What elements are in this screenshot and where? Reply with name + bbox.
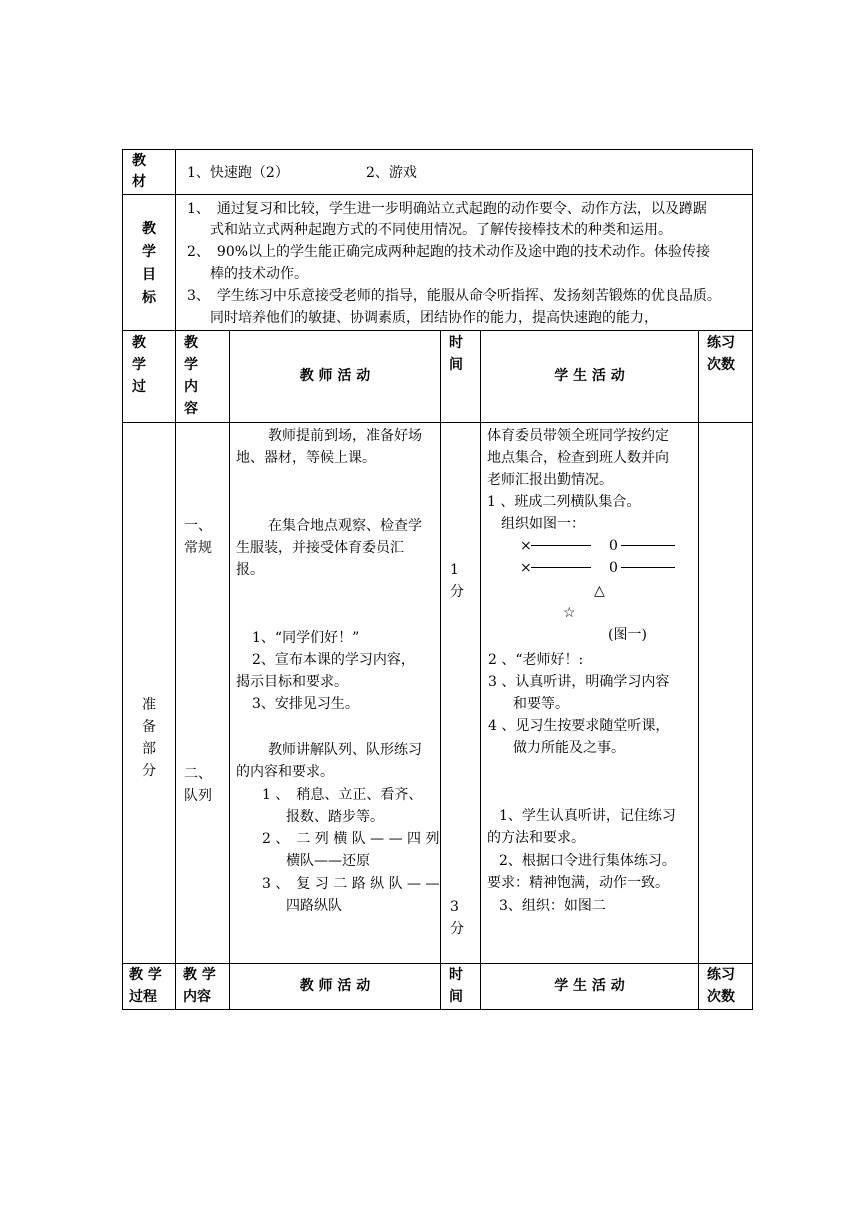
material-label-1: 教	[132, 153, 146, 169]
header-time-1: 时	[449, 335, 463, 351]
header-count-1: 练习	[707, 335, 735, 351]
body-process-cell	[122, 422, 176, 964]
goals-label-1: 教	[142, 221, 156, 237]
student-line-15: 要求：精神饱满，动作一致。	[487, 875, 669, 891]
formation-line-2a	[531, 567, 591, 568]
goal-line-3: 2、 90%以上的学生能正确完成两种起跑的技术动作及途中跑的技术动作。体验传接	[187, 244, 711, 260]
footer-time-1: 时	[449, 967, 463, 983]
teacher-line-7: 2、宣布本课的学习内容，	[252, 652, 415, 668]
content-item-2b: 队列	[184, 788, 212, 804]
formation-line-2b	[621, 567, 675, 568]
student-line-4: 1 、班成二列横队集合。	[487, 494, 641, 510]
goal-line-6: 同时培养他们的敏捷、协调素质，团结协作的能力，提高快速跑的能力，	[210, 310, 658, 326]
goal-line-2: 式和站立式两种起跑方式的不同使用情况。了解传接棒技术的种类和运用。	[210, 222, 672, 238]
teacher-line-12: 1 、 稍息、立正、看齐、	[262, 787, 423, 803]
header-process-2: 学	[132, 357, 146, 373]
header-content-1: 教	[184, 335, 198, 351]
content-item-1a: 一、	[184, 518, 212, 534]
teacher-line-9: 3、安排见习生。	[252, 696, 359, 712]
teacher-line-15: 横队——还原	[286, 853, 370, 869]
student-line-5: 组织如图一：	[501, 516, 585, 532]
student-line-8: 3 、认真听讲，明确学习内容	[488, 674, 670, 690]
part-label-2: 备	[142, 719, 156, 735]
material-item-1: 1、快速跑（2）	[187, 165, 289, 181]
goal-line-4: 棒的技术动作。	[210, 266, 308, 282]
material-label-cell	[122, 149, 176, 195]
part-label-4: 分	[142, 763, 156, 779]
star-icon: ☆	[563, 605, 576, 621]
part-label-3: 部	[142, 741, 156, 757]
teacher-line-10: 教师讲解队列、队形练习	[268, 742, 422, 758]
goal-line-5: 3、 学生练习中乐意接受老师的指导，能服从命令听指挥、发扬刻苦锻炼的优良品质。	[187, 288, 721, 304]
teacher-line-14: 2 、 二 列 横 队 — — 四 列	[262, 831, 440, 847]
teacher-line-2: 地、器材，等候上课。	[236, 450, 376, 466]
teacher-line-3: 在集合地点观察、检查学	[268, 518, 422, 534]
goals-label-4: 标	[142, 290, 156, 306]
time-1-value: 1	[450, 562, 459, 578]
goals-label-3: 目	[142, 267, 156, 283]
teacher-line-5: 报。	[236, 562, 264, 578]
teacher-line-6: 1、“同学们好！”	[252, 630, 360, 646]
footer-content-2: 内容	[183, 989, 211, 1005]
body-time-cell	[440, 422, 481, 964]
content-item-2a: 二、	[184, 766, 212, 782]
student-line-10: 4 、见习生按要求随堂听课，	[488, 718, 670, 734]
formation-line-1a	[531, 545, 591, 546]
teacher-line-16: 3 、 复 习 二 路 纵 队 — —	[262, 876, 440, 892]
zero-mark-2: 0	[609, 560, 618, 576]
teacher-line-4: 生服装，并接受体育委员汇	[236, 540, 404, 556]
header-content-3: 内	[184, 379, 198, 395]
cross-mark-1: ×	[520, 538, 532, 554]
header-teacher: 教 师 活 动	[299, 368, 371, 384]
content-item-1b: 常规	[184, 540, 212, 556]
header-student: 学 生 活 动	[554, 368, 625, 384]
formation-line-1b	[621, 545, 675, 546]
footer-content-1: 教 学	[183, 967, 216, 983]
header-process-1: 教	[132, 335, 146, 351]
goals-label-2: 学	[142, 244, 156, 260]
figure-caption: (图一)	[608, 627, 647, 643]
teacher-line-1: 教师提前到场，准备好场	[268, 428, 422, 444]
student-line-2: 地点集合，检查到班人数并向	[487, 450, 669, 466]
body-count-cell	[698, 422, 753, 964]
teacher-line-17: 四路纵队	[286, 898, 342, 914]
teacher-line-11: 的内容和要求。	[236, 764, 334, 780]
student-line-14: 2、根据口令进行集体练习。	[499, 853, 676, 869]
body-content-cell	[175, 422, 230, 964]
student-line-3: 老师汇报出勤情况。	[487, 472, 613, 488]
header-content-2: 学	[184, 357, 198, 373]
time-1-unit: 分	[450, 584, 464, 600]
time-2-unit: 分	[450, 921, 464, 937]
material-item-2: 2、游戏	[366, 165, 417, 181]
footer-time-2: 间	[449, 989, 463, 1005]
header-content-4: 容	[184, 401, 198, 417]
footer-count-2: 次数	[707, 989, 735, 1005]
zero-mark-1: 0	[609, 538, 618, 554]
student-line-7: 2 、“老师好！:	[488, 652, 584, 668]
goal-line-1: 1、 通过复习和比较，学生进一步明确站立式起跑的动作要令、动作方法，以及蹲踞	[187, 201, 707, 217]
footer-student: 学 生 活 动	[554, 978, 625, 994]
material-label-2: 材	[132, 174, 146, 190]
header-time-2: 间	[449, 357, 463, 373]
student-line-9: 和要等。	[513, 696, 569, 712]
footer-count-1: 练习	[707, 967, 735, 983]
student-line-11: 做力所能及之事。	[513, 740, 625, 756]
footer-teacher: 教 师 活 动	[299, 978, 371, 994]
teacher-line-13: 报数、踏步等。	[286, 809, 384, 825]
student-line-12: 1、学生认真听讲，记住练习	[499, 808, 676, 824]
header-process-cell	[122, 330, 176, 423]
header-count-2: 次数	[707, 357, 735, 373]
time-2-value: 3	[450, 899, 459, 915]
teacher-line-8: 揭示目标和要求。	[236, 674, 348, 690]
cross-mark-2: ×	[520, 560, 532, 576]
footer-process-2: 过程	[129, 989, 157, 1005]
footer-process-1: 教 学	[129, 967, 162, 983]
header-process-3: 过	[132, 379, 146, 395]
triangle-icon: △	[594, 583, 605, 599]
part-label-1: 准	[142, 697, 156, 713]
student-line-13: 的方法和要求。	[487, 830, 585, 846]
student-line-16: 3、组织：如图二	[499, 898, 606, 914]
student-line-1: 体育委员带领全班同学按约定	[487, 428, 669, 444]
